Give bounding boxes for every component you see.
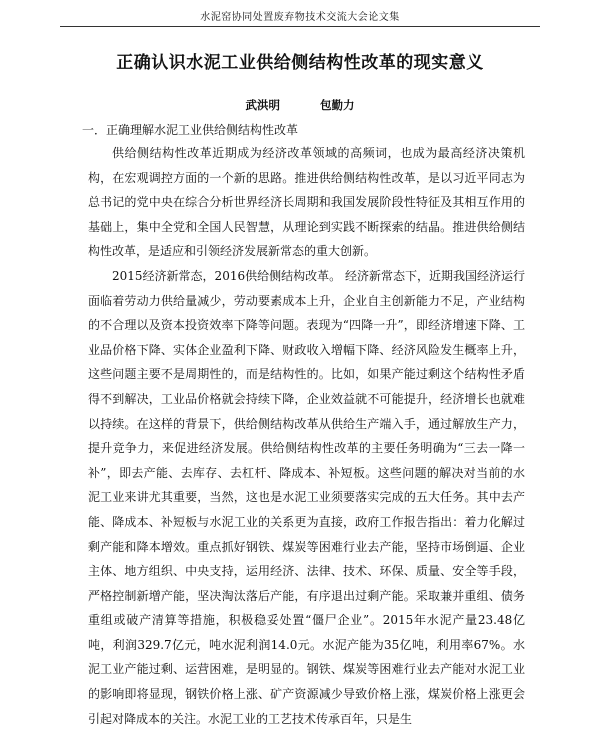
body-text: [88, 141, 525, 731]
author-name: 武洪明: [245, 98, 280, 112]
article-title: 正确认识水泥工业供给侧结构性改革的现实意义: [116, 53, 484, 73]
section-heading: 一．正确理解水泥工业供给侧结构性改革: [82, 123, 299, 137]
body-paragraph: 2015经济新常态，2016供给侧结构改革。 经济新常态下，近期我国经济运行面临着劳动力供给量减少，劳动要素成本上升，企业自主创新能力不足，产业结构的不合理以及资本投资效率下降等问题。表现为“四降一升”，即经济增速下降、工业品价格下降、实体企业盈利下降、财政收入增幅下降、经济风险发生概率上升，这些问题主要不是周期性的，而是结构性的。比如，如果产能过剩这个结构性矛盾得不到解决，工业品价格就会持续下降，企业效益就不可能提升，经济增长也就难以持续。在这样的背景下，供给侧结构改革从供给生产端入手，通过解放生产力，提升竞争力，来促进经济发展。供给侧结构性改革的主要任务明确为“三去一降一补”，即去产能、去库存、去杠杆、降成本、补短板。这些问题的解决对当前的水泥工业来讲尤其重要，当然，这也是水泥工业须要落实完成的五大任务。其中去产能、降成本、补短板与水泥工业的关系更为直接，政府工作报告指出：着力化解过剩产能和降本增效。重点抓好钢铁、煤炭等困难行业去产能，坚持市场倒逼、企业主体、地方组织、中央支持，运用经济、法律、技术、环保、质量、安全等手段，严格控制新增产能，坚决淘汰落后产能，有序退出过剩产能。采取兼并重组、债务重组或破产清算等措施，积极稳妥处置“僵尸企业”。2015年水泥产量23.48亿吨，利润329.7亿元，吨水泥利润14.0元。水泥产能为35亿吨，利用率67%。水泥工业产能过剩、运营困难，是明显的。钢铁、煤炭等困难行业去产能对水泥工业的影响即将显现，钢铁价格上涨、矿产资源减少导致价格上涨，煤炭价格上涨更会引起对降成本的关注。水泥工业的工艺技术传承百年，只是生: [88, 268, 525, 726]
running-head: 水泥窑协同处置废弃物技术交流大会论文集: [60, 8, 540, 27]
author-line: [60, 97, 540, 113]
body-paragraph: 供给侧结构性改革近期成为经济改革领域的高频词，也成为最高经济决策机构，在宏观调控方面的一个新的思路。推进供给侧结构性改革，是以习近平同志为总书记的党中央在综合分析世界经济长周期和我国发展阶段性特征及其相互作用的基础上，集中全党和全国人民智慧，从理论到实践不断探索的结晶。推进供给侧结构性改革，是适应和引领经济发展新常态的重大创新。: [88, 146, 525, 259]
author-name: 包勤力: [320, 98, 355, 112]
